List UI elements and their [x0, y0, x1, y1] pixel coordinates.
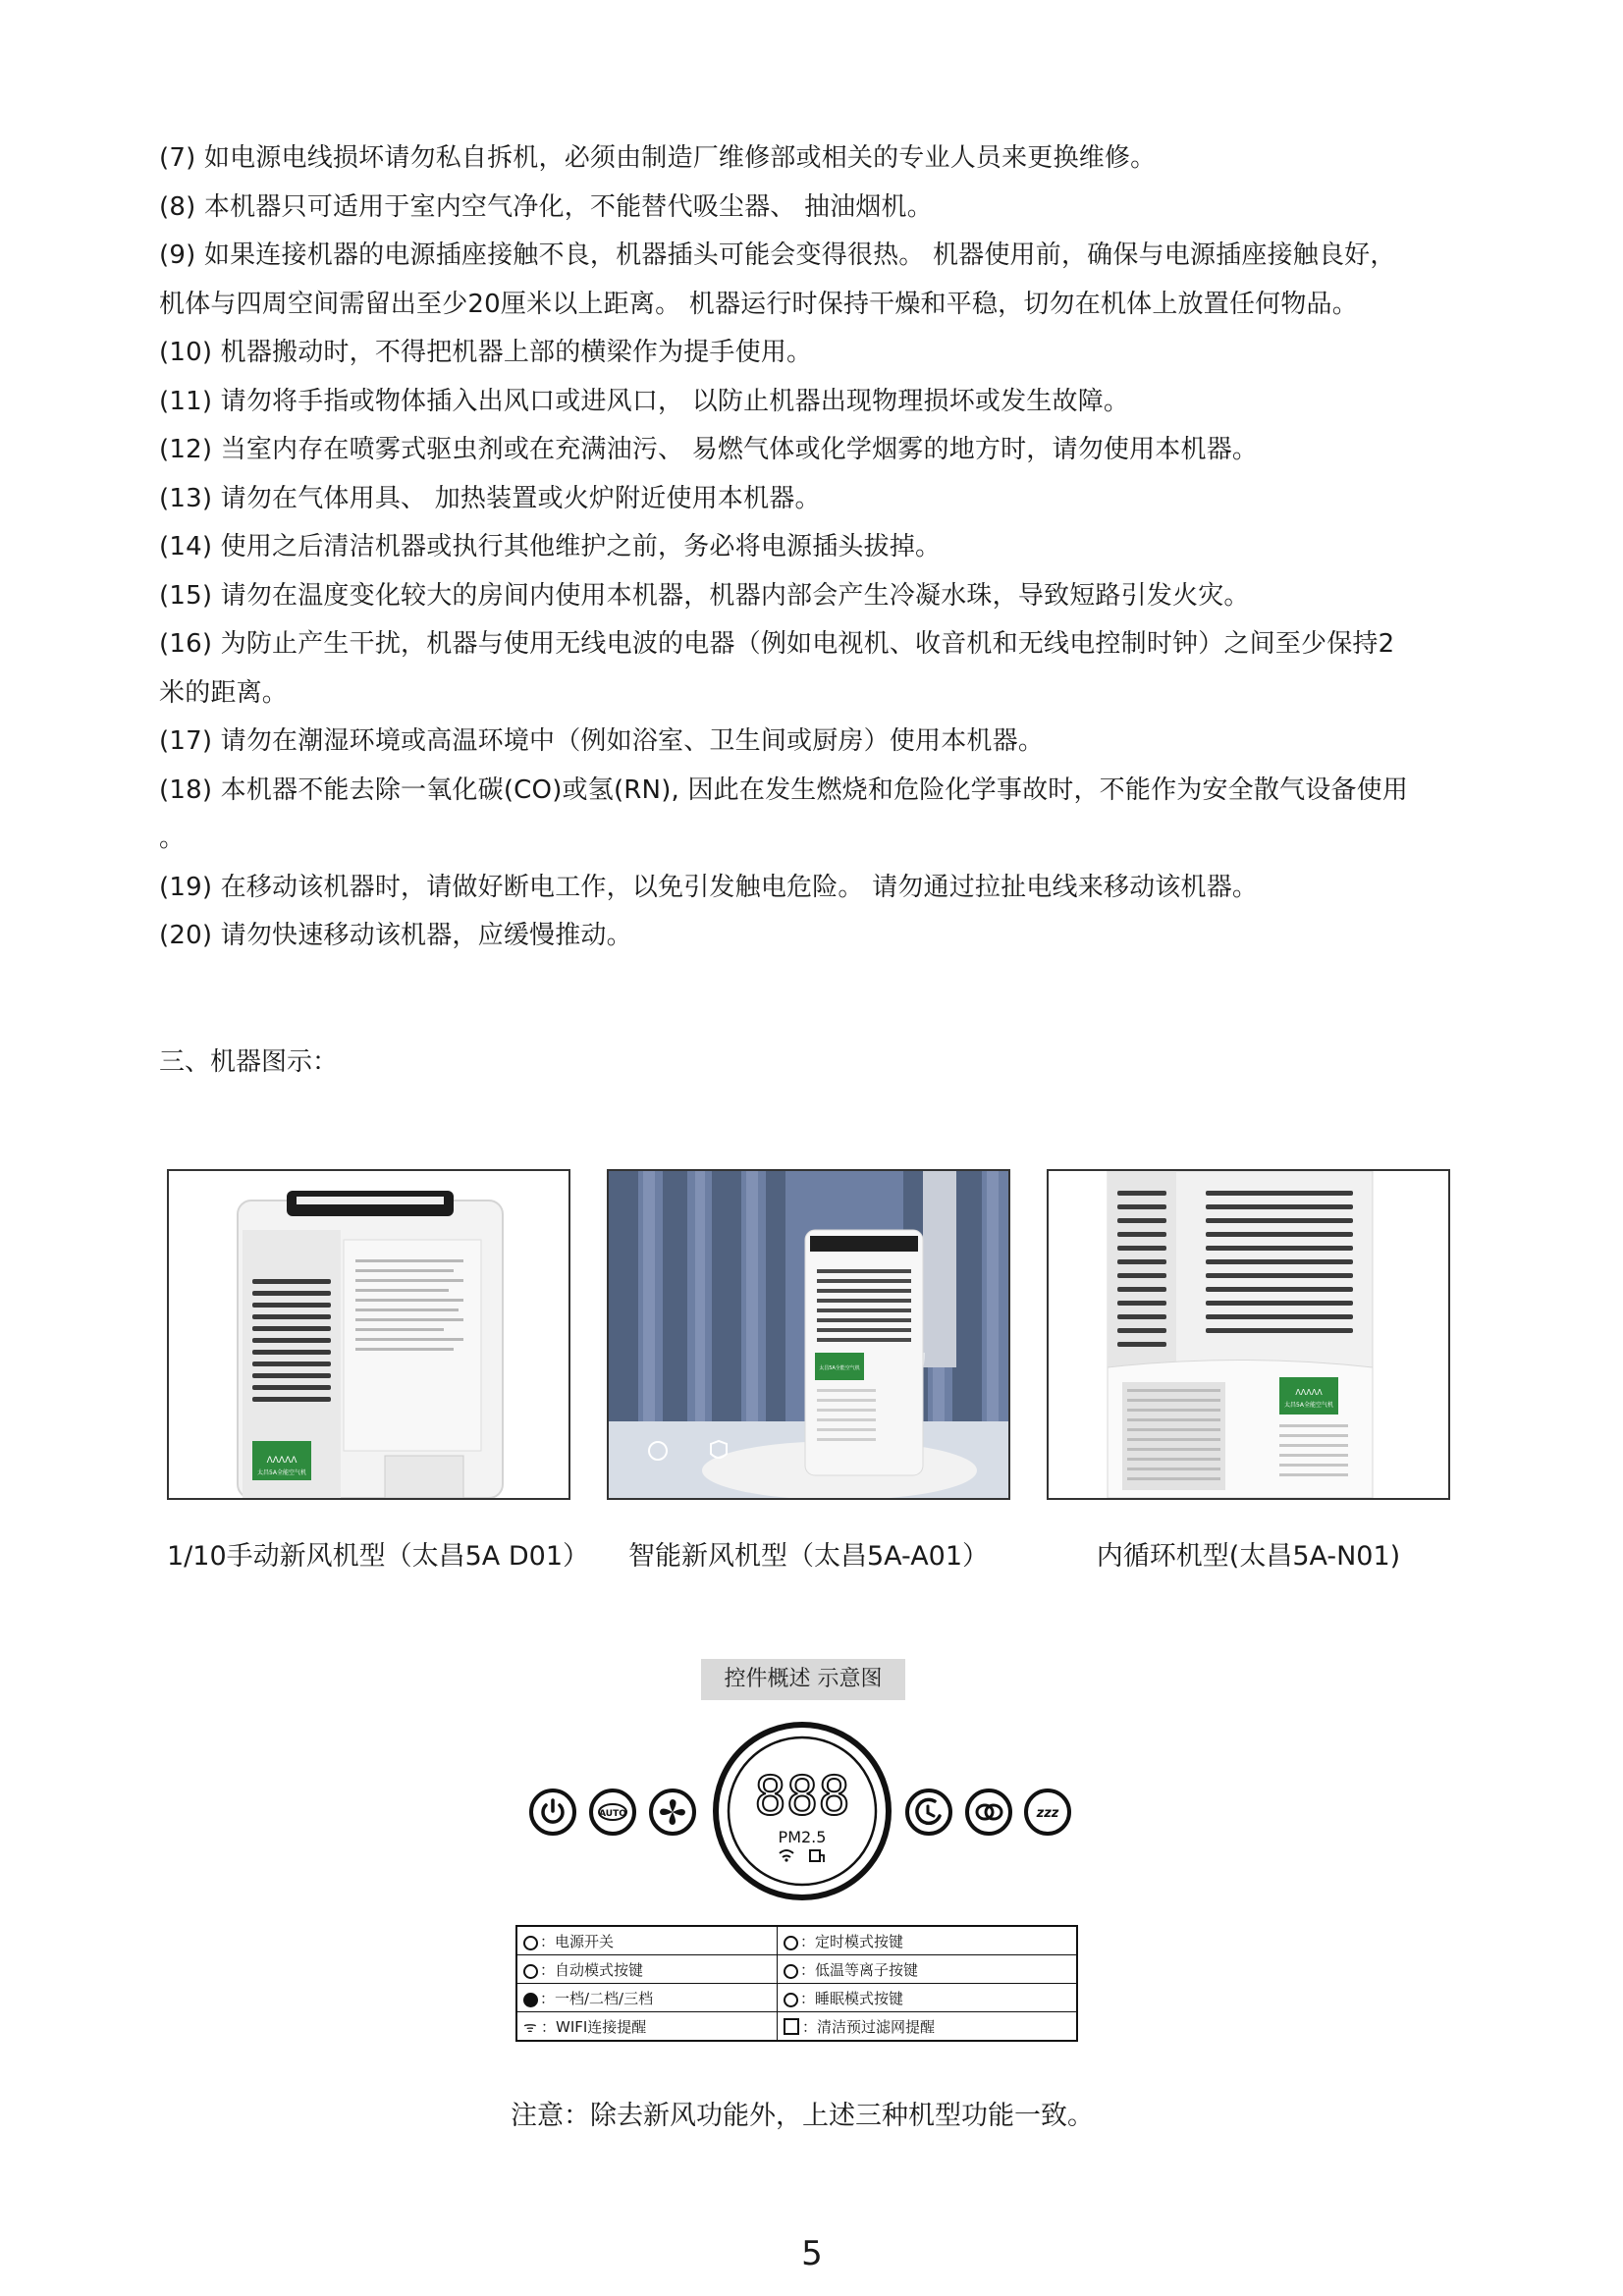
rule-line: (15) 请勿在温度变化较大的房间内使用本机器，机器内部会产生冷凝水珠，导致短路引发火灾。: [159, 580, 1250, 611]
anion-icon: [965, 1789, 1012, 1836]
model-label-text: 太昌5A全能空气机: [1284, 1402, 1333, 1409]
svg-text:ΛΛΛΛΛ: ΛΛΛΛΛ: [1295, 1388, 1323, 1397]
timer-icon: [784, 1936, 798, 1950]
sleep-icon: [1024, 1789, 1071, 1836]
rule-line: 米的距离。: [159, 677, 289, 708]
fan-icon: [649, 1789, 696, 1836]
note-text: 注意：除去新风功能外，上述三种机型功能一致。: [511, 2101, 1094, 2131]
model-caption: 1/10手动新风机型（太昌5A D01）: [167, 1541, 590, 1572]
power-icon: [523, 1936, 538, 1950]
auto-text: AUTO: [599, 1809, 626, 1819]
auto-icon: [523, 1964, 538, 1979]
rule-line: (14) 使用之后清洁机器或执行其他维护之前，务必将电源插头拔掉。: [159, 532, 942, 561]
rule-line: (11) 请勿将手指或物体插入出风口或进风口， 以防止机器出现物理损坏或发生故障。: [159, 386, 1130, 416]
rule-line: (9) 如果连接机器的电源插座接触不良，机器插头可能会变得很热。 机器使用前，确保与电源插座接触良好，: [159, 240, 1396, 270]
legend-text: ：定时模式按键: [800, 1932, 904, 1950]
anion-icon: [784, 1964, 798, 1979]
model-photo-d01: [167, 1169, 570, 1500]
legend-cell: [778, 1926, 1077, 1955]
svg-text:ΛΛΛΛΛ: ΛΛΛΛΛ: [266, 1456, 298, 1466]
display-digits: 888: [754, 1765, 850, 1827]
rule-line: (16) 为防止产生干扰，机器与使用无线电波的电器（例如电视机、收音机和无线电控制时钟）之间至少保持2: [159, 629, 1395, 659]
rule-line: (19) 在移动该机器时，请做好断电工作，以免引发触电危险。 请勿通过拉扯电线来移动该机器。: [159, 872, 1259, 902]
wifi-icon: ᯤ: [523, 2017, 537, 2036]
legend-cell: [778, 1955, 1077, 1984]
page-number: 5: [801, 2234, 823, 2273]
sleep-text: zzz: [1036, 1806, 1059, 1821]
timer-icon: [905, 1789, 952, 1836]
control-legend-table: [515, 1925, 1078, 2042]
model-caption: 内循环机型(太昌5A-N01): [1096, 1541, 1401, 1572]
sleep-icon: [784, 1993, 798, 2007]
auto-icon: [589, 1789, 636, 1836]
rule-line: (7) 如电源电线损坏请勿私自拆机，必须由制造厂维修部或相关的专业人员来更换维修。: [159, 143, 1157, 173]
legend-text: ：睡眠模式按键: [800, 1989, 904, 2007]
rule-line: (8) 本机器只可适用于室内空气净化，不能替代吸尘器、 抽油烟机。: [159, 191, 933, 222]
rule-line: (13) 请勿在气体用具、 加热装置或火炉附近使用本机器。: [159, 483, 821, 513]
table-row: [516, 1955, 1077, 1984]
fan-icon: [523, 1993, 538, 2007]
table-row: [516, 2012, 1077, 2042]
rule-line: (17) 请勿在潮湿环境或高温环境中（例如浴室、卫生间或厨房）使用本机器。: [159, 726, 1045, 756]
model-label-text: 太昌5A全能空气机: [257, 1469, 306, 1476]
power-icon: [529, 1789, 576, 1836]
rule-line: 机体与四周空间需留出至少20厘米以上距离。 机器运行时保持干燥和平稳，切勿在机体上放置任何物品。: [159, 289, 1358, 319]
legend-cell: [516, 2012, 778, 2042]
legend-text: ：电源开关: [540, 1932, 615, 1950]
rule-line: (20) 请勿快速移动该机器，应缓慢推动。: [159, 921, 632, 950]
legend-text: ：低温等离子按键: [800, 1960, 919, 1979]
legend-cell: [778, 2012, 1077, 2042]
model-caption: 智能新风机型（太昌5A-A01）: [627, 1541, 990, 1572]
legend-cell: [516, 1926, 778, 1955]
legend-cell: [778, 1984, 1077, 2012]
table-row: [516, 1926, 1077, 1955]
rule-line: (10) 机器搬动时，不得把机器上部的横梁作为提手使用。: [159, 338, 813, 367]
section-title: 三、机器图示：: [159, 1047, 339, 1077]
legend-text: ：一档/二档/三档: [540, 1989, 654, 2007]
control-panel-title: 控件概述 示意图: [701, 1659, 905, 1700]
pm25-display: [711, 1720, 893, 1902]
rule-line: (18) 本机器不能去除一氧化碳(CO)或氢(RN), 因此在发生燃烧和危险化学事故时，不能作为安全散气设备使用: [159, 774, 1409, 805]
legend-cell: [516, 1984, 778, 2012]
safety-rules-list: [159, 134, 1475, 961]
legend-text: ：WIFI连接提醒: [541, 2017, 647, 2036]
filter-icon: [784, 2018, 799, 2035]
rule-line: (12) 当室内存在喷雾式驱虫剂或在充满油污、 易燃气体或化学烟雾的地方时，请勿使用本机器。: [159, 435, 1259, 464]
legend-cell: [516, 1955, 778, 1984]
display-label: PM2.5: [778, 1828, 827, 1846]
model-photo-a01: [607, 1169, 1010, 1500]
legend-text: ：自动模式按键: [540, 1960, 644, 1979]
legend-text: ：清洁预过滤网提醒: [802, 2017, 936, 2036]
table-row: [516, 1984, 1077, 2012]
model-label-text: 太昌5A全能空气机: [819, 1365, 860, 1371]
model-photo-n01: [1047, 1169, 1450, 1500]
rule-line: 。: [159, 824, 186, 853]
